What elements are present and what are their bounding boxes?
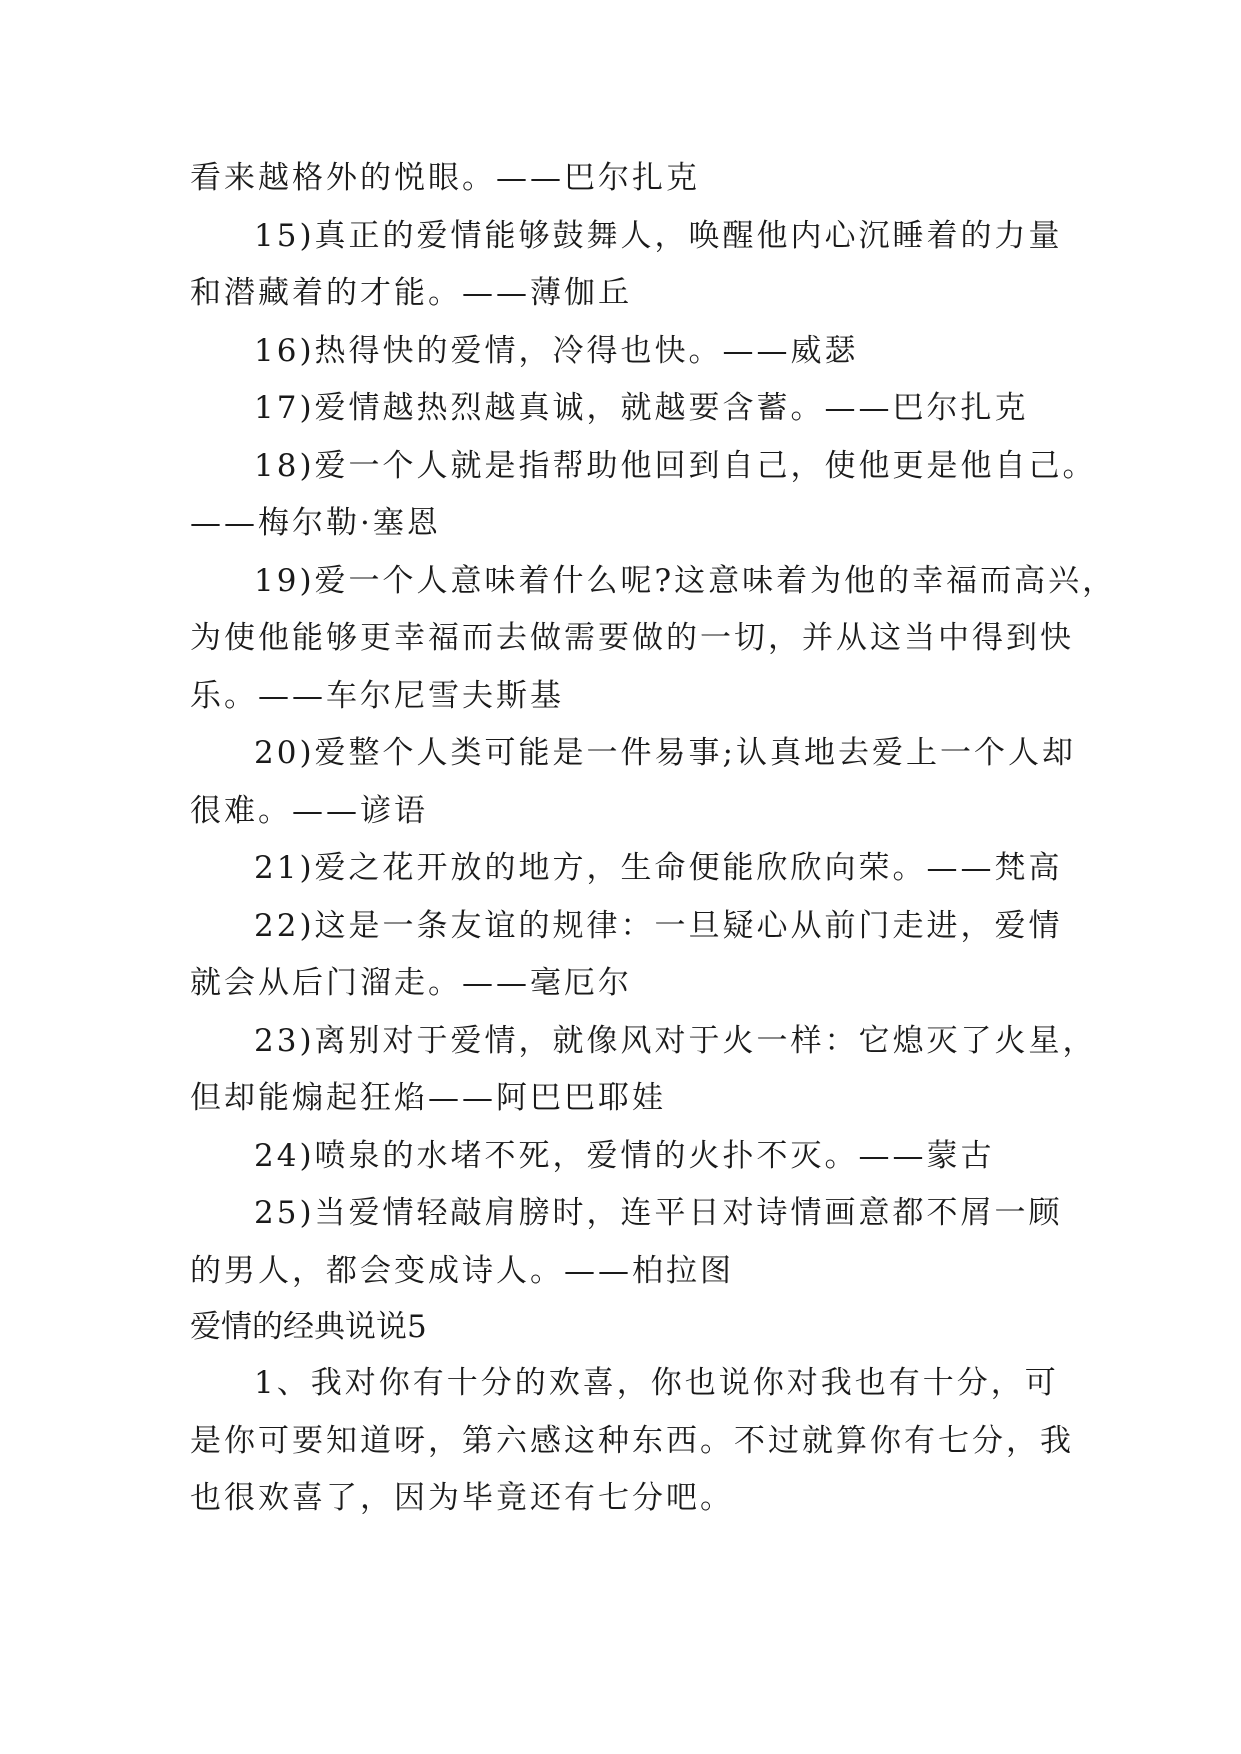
section-title: 爱情的经典说说5	[190, 1309, 427, 1345]
quote-16: 16)热得快的爱情，冷得也快。——威瑟	[254, 332, 859, 369]
text-line: 但却能煽起狂焰——阿巴巴耶娃	[190, 1080, 666, 1116]
text-line: 和潜藏着的才能。——薄伽丘	[190, 275, 632, 311]
text-line: 乐。——车尔尼雪夫斯基	[190, 677, 564, 714]
quote-20: 20)爱整个人类可能是一件易事;认真地去爱上一个人却	[254, 735, 1076, 771]
quote-22: 22)这是一条友谊的规律：一旦疑心从前门走进，爱情	[254, 907, 1063, 944]
text-line: 是你可要知道呀，第六感这种东西。不过就算你有七分，我	[190, 1422, 1074, 1459]
text-line: 为使他能够更幸福而去做需要做的一切，并从这当中得到快	[190, 620, 1074, 656]
quote-17: 17)爱情越热烈越真诚，就越要含蓄。——巴尔扎克	[254, 390, 1029, 426]
text-line: ——梅尔勒·塞恩	[190, 505, 441, 541]
quote-23: 23)离别对于爱情，就像风对于火一样：它熄灭了火星，	[254, 1022, 1097, 1059]
quote-21: 21)爱之花开放的地方，生命便能欣欣向荣。——梵高	[254, 850, 1063, 886]
text-line: 就会从后门溜走。——毫厄尔	[190, 965, 632, 1001]
quote-19: 19)爱一个人意味着什么呢?这意味着为他的幸福而高兴，	[254, 562, 1117, 599]
text-line: 的男人，都会变成诗人。——柏拉图	[190, 1252, 734, 1289]
quote-25: 25)当爱情轻敲肩膀时，连平日对诗情画意都不屑一顾	[254, 1195, 1063, 1231]
text-line: 看来越格外的悦眼。——巴尔扎克	[190, 160, 700, 196]
quote-24: 24)喷泉的水堵不死，爱情的火扑不灭。——蒙古	[254, 1137, 995, 1174]
quote-15: 15)真正的爱情能够鼓舞人，唤醒他内心沉睡着的力量	[254, 217, 1063, 254]
document-body	[190, 150, 1117, 1528]
paragraph-1: 1、我对你有十分的欢喜，你也说你对我也有十分，可	[254, 1365, 1059, 1401]
text-line: 很难。——谚语	[190, 792, 428, 829]
text-line: 也很欢喜了，因为毕竟还有七分吧。	[190, 1480, 734, 1516]
quote-18: 18)爱一个人就是指帮助他回到自己，使他更是他自己。	[254, 447, 1097, 484]
